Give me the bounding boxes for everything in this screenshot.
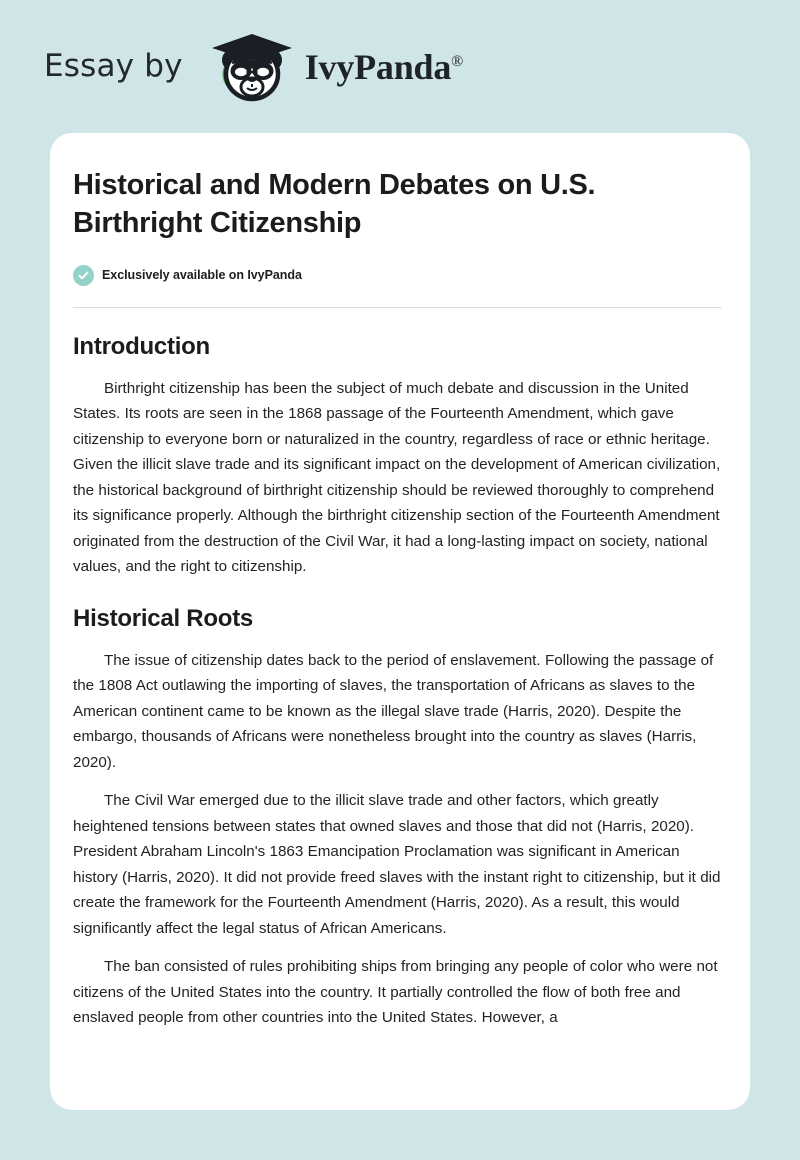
registered-trademark-icon: ®: [451, 52, 464, 70]
status-badge-label: Exclusively available on IvyPanda: [102, 268, 302, 283]
ivypanda-wordmark: [304, 46, 464, 87]
paragraph: Birthright citizenship has been the subject of much debate and discussion in the United States. Its roots are seen in the 1868 passage of the Fourteenth Amendment, which gave citizenship to everyone born or naturalized in the country, regardless of race or ethnic heritage. Given the illicit slave trade and its significant impact on the development of American civilization, the historical background of birthright citizenship should be reviewed thoroughly to comprehend its significance properly. Although the birthright citizenship section of the Fourteenth Amendment originated from the destruction of the Civil War, it had a long-lasting impact on society, national values, and the right to citizenship.: [73, 379, 721, 576]
ivypanda-logo[interactable]: [203, 30, 463, 104]
page-title: Historical and Modern Debates on U.S. Birthright Citizenship: [73, 169, 596, 239]
section-heading-historical-roots: Historical Roots: [73, 604, 254, 632]
brand-header: [0, 0, 800, 133]
check-circle-icon: [73, 265, 94, 286]
status-badge: [73, 265, 722, 286]
paragraph: The ban consisted of rules prohibiting ships from bringing any people of color who were not citizens of the United States into the country. It partially controlled the flow of both free and enslaved people from other countries into the United States. However, a: [73, 958, 718, 1027]
panda-graduation-cap-icon: [203, 30, 301, 104]
essay-paper-card: [50, 133, 750, 1110]
paragraph: The Civil War emerged due to the illicit slave trade and other factors, which greatly heightened tensions between states that owned slaves and those that did not (Harris, 2020). President Abraham Lincoln's 1863 Emancipation Proclamation was significant in American history (Harris, 2020). It did not provide freed slaves with the instant right to citizenship, but it did create the framework for the Fourteenth Amendment (Harris, 2020). As a result, this would significantly affect the legal status of African Americans.: [73, 792, 721, 937]
essay-by-label: Essay by: [44, 48, 183, 84]
essay-content: [50, 133, 750, 1031]
paragraph: The issue of citizenship dates back to the period of enslavement. Following the passage of the 1808 Act outlawing the importing of slaves, the transportation of Africans as slaves to the American continent came to be known as the illegal slave trade (Harris, 2020). Despite the embargo, thousands of Africans were nonetheless brought into the country as slaves (Harris, 2020).: [73, 651, 714, 771]
wordmark-text: IvyPanda: [304, 46, 452, 87]
section-heading-introduction: Introduction: [73, 332, 210, 360]
header-divider: [73, 307, 722, 308]
